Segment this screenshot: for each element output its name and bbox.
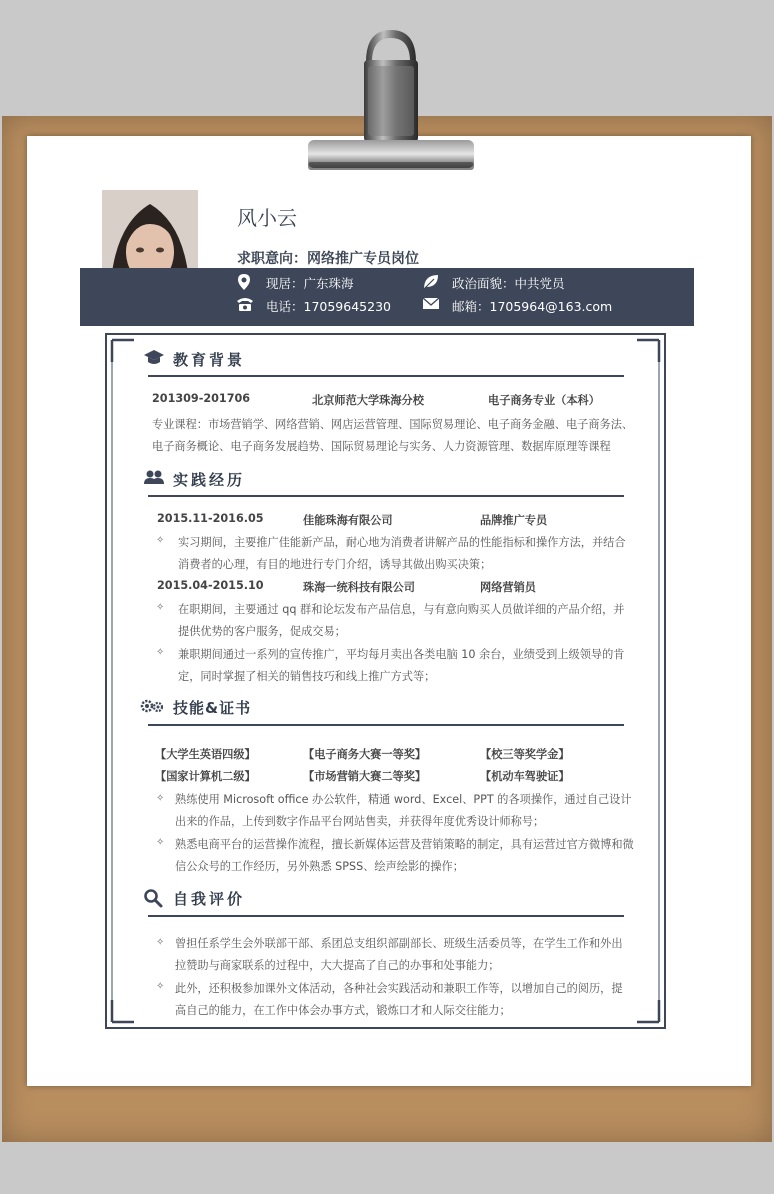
bullet-icon: ✧: [156, 937, 165, 948]
cert-ecommerce-first: 【电子商务大赛一等奖】: [303, 748, 427, 761]
education-title: 教育背景: [173, 351, 246, 369]
job1-company: 佳能珠海有限公司: [303, 514, 393, 527]
education-courses-line2: 电子商务概论、电子商务发展趋势、国际贸易理论与实务、人力资源管理、数据库原理等课程: [152, 440, 611, 453]
practice-divider: [148, 495, 624, 497]
job2-position: 网络营销员: [480, 581, 536, 594]
education-divider: [148, 375, 624, 377]
job1-period: 2015.11-2016.05: [157, 512, 264, 525]
leaf-icon: [422, 273, 440, 291]
skill1-line1: 熟练使用 Microsoft office 办公软件，精通 word、Excel、PPT 的各项操作，通过自己设计: [175, 793, 632, 806]
candidate-name: 风小云: [237, 206, 297, 230]
bullet-icon: ✧: [156, 793, 165, 804]
job2-period: 2015.04-2015.10: [157, 579, 264, 592]
bullet-icon: ✧: [156, 602, 165, 613]
phone-text: 电话：17059645230: [266, 299, 391, 314]
job-intent: 求职意向：网络推广专员岗位: [237, 251, 419, 265]
political-text: 政治面貌：中共党员: [452, 276, 565, 291]
job1-desc-line2: 消费者的心理，有目的地进行专门介绍，诱导其做出购买决策；: [178, 558, 492, 571]
envelope-icon: [422, 296, 440, 310]
skill2-line2: 信公众号的工作经历，另外熟悉 SPSS、绘声绘影的操作；: [175, 860, 464, 873]
bullet-icon: ✧: [156, 837, 165, 848]
job2-desc1-line1: 在职期间，主要通过 qq 群和论坛发布产品信息，与有意向购买人员做详细的产品介绍，并: [178, 603, 625, 616]
email-text: 邮箱：1705964@163.com: [452, 299, 613, 314]
job2-desc1-line2: 提供优势的客户服务，促成交易；: [178, 625, 346, 638]
self-eval-title: 自我评价: [173, 890, 246, 908]
practice-title: 实践经历: [173, 471, 246, 489]
cert-ncre2: 【国家计算机二级】: [155, 770, 256, 783]
cert-marketing-second: 【市场营销大赛二等奖】: [303, 770, 427, 783]
phone-icon: [236, 296, 254, 312]
job2-company: 珠海一统科技有限公司: [303, 581, 415, 594]
bullet-icon: ✧: [156, 981, 165, 992]
bullet-icon: ✧: [156, 535, 165, 546]
skills-divider: [148, 724, 624, 726]
job2-desc2-line1: 兼职期间通过一系列的宣传推广，平均每月卖出各类电脑 10 余台，业绩受到上级领导的肯: [178, 648, 625, 661]
people-icon: [143, 469, 165, 485]
job2-desc2-line2: 定，同时掌握了相关的销售技巧和线上推广方式等；: [178, 670, 436, 683]
job1-desc-line1: 实习期间，主要推广佳能新产品，耐心地为消费者讲解产品的性能指标和操作方法，并结合: [178, 536, 626, 549]
education-period: 201309-201706: [152, 392, 251, 405]
gears-icon: [140, 698, 164, 714]
self-eval1-line2: 拉赞助与商家联系的过程中，大大提高了自己的办事和处事能力；: [175, 959, 500, 972]
self-eval-divider: [148, 915, 624, 917]
cert-driver-license: 【机动车驾驶证】: [480, 770, 570, 783]
magnifier-icon: [143, 888, 163, 908]
skills-title: 技能&证书: [173, 699, 252, 717]
education-courses-line1: 专业课程：市场营销学、网络营销、网店运营管理、国际贸易理论、电子商务金融、电子商务法、: [152, 418, 634, 431]
cert-scholarship: 【校三等奖学金】: [480, 748, 570, 761]
cert-cet4: 【大学生英语四级】: [155, 748, 256, 761]
self-eval2-line1: 此外，还积极参加课外文体活动，各种社会实践活动和兼职工作等，以增加自己的阅历，提: [175, 982, 623, 995]
self-eval2-line2: 高自己的能力，在工作中体会办事方式，锻炼口才和人际交往能力；: [175, 1004, 511, 1017]
contact-info-bar: [80, 268, 694, 326]
job1-position: 品牌推广专员: [480, 514, 548, 527]
skill1-line2: 出来的作品，上传到数字作品平台网站售卖，并获得年度优秀设计师称号；: [175, 815, 545, 828]
bullet-icon: ✧: [156, 647, 165, 658]
education-school: 北京师范大学珠海分校: [312, 394, 424, 407]
residence-text: 现居：广东珠海: [266, 276, 354, 291]
skill2-line1: 熟悉电商平台的运营操作流程，擅长新媒体运营及营销策略的制定，具有运营过官方微博和微: [175, 838, 634, 851]
location-pin-icon: [236, 273, 252, 291]
binder-clip-icon: [306, 22, 476, 177]
education-major: 电子商务专业（本科）: [488, 394, 600, 407]
graduation-cap-icon: [143, 349, 165, 367]
self-eval1-line1: 曾担任系学生会外联部干部、系团总支组织部副部长、班级生活委员等，在学生工作和外出: [175, 937, 623, 950]
